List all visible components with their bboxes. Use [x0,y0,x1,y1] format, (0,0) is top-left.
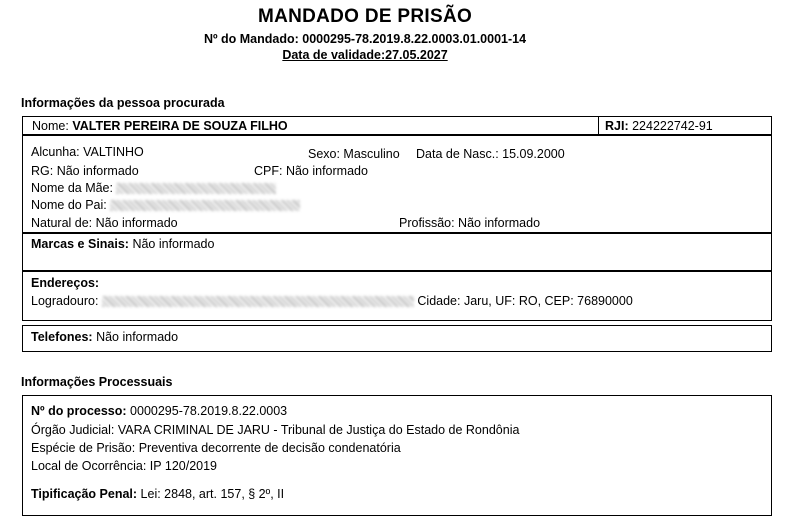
document-title: MANDADO DE PRISÃO [257,6,473,27]
name-field [32,119,288,133]
natural: Natural de: Não informado [31,216,178,230]
name-value: VALTER PEREIRA DE SOUZA FILHO [72,119,288,133]
profissao: Profissão: Não informado [399,216,541,230]
process-section-heading: Informações Processuais [21,375,173,389]
validity-date: Data de validade:27.05.2027 [282,48,448,62]
mother-name-redacted [116,183,276,194]
enderecos-label: Endereços: [31,276,100,290]
marcas-label: Marcas e Sinais: [31,237,129,251]
telefones-field [31,330,178,344]
warrant-number: Nº do Mandado: 0000295-78.2019.8.22.0003.01.0001-14 [203,32,527,46]
processo-value: 0000295-78.2019.8.22.0003 [130,404,288,418]
logradouro-label: Logradouro: [31,294,99,308]
tipificacao-label: Tipificação Penal: [31,487,138,501]
person-section-heading: Informações da pessoa procurada [21,96,225,110]
father-name-redacted [110,200,300,211]
processo-label: Nº do processo: [31,404,127,418]
father-name-field [31,198,300,212]
telefones-label: Telefones: [31,330,93,344]
sexo: Sexo: Masculino [308,147,400,161]
orgao-judicial: Órgão Judicial: VARA CRIMINAL DE JARU - Tribunal de Justiça do Estado de Rondônia [31,423,520,437]
rji-field [605,119,713,133]
local-ocorrencia: Local de Ocorrência: IP 120/2019 [31,459,218,473]
logradouro-redacted [102,296,414,307]
rji-value: 224222742-91 [632,119,713,133]
logradouro-field [31,294,633,308]
tipificacao-value: Lei: 2848, art. 157, § 2º, II [140,487,285,501]
tipificacao-field [31,487,284,501]
especie-prisao: Espécie de Prisão: Preventiva decorrente de decisão condenatória [31,441,401,455]
processo-field [31,404,287,418]
marcas-value: Não informado [132,237,215,251]
cidade: Cidade: Jaru, UF: RO, CEP: 76890000 [417,294,633,308]
father-name-label: Nome do Pai: [31,198,107,212]
rji-label: RJI: [605,119,629,133]
mother-name-field [31,181,276,195]
birth-date: Data de Nasc.: 15.09.2000 [416,147,565,161]
cpf: CPF: Não informado [254,164,368,178]
marcas-field [31,237,214,251]
rg: RG: Não informado [31,164,139,178]
mother-name-label: Nome da Mãe: [31,181,113,195]
name-label: Nome: [32,119,69,133]
alcunha: Alcunha: VALTINHO [31,145,144,159]
telefones-value: Não informado [96,330,179,344]
